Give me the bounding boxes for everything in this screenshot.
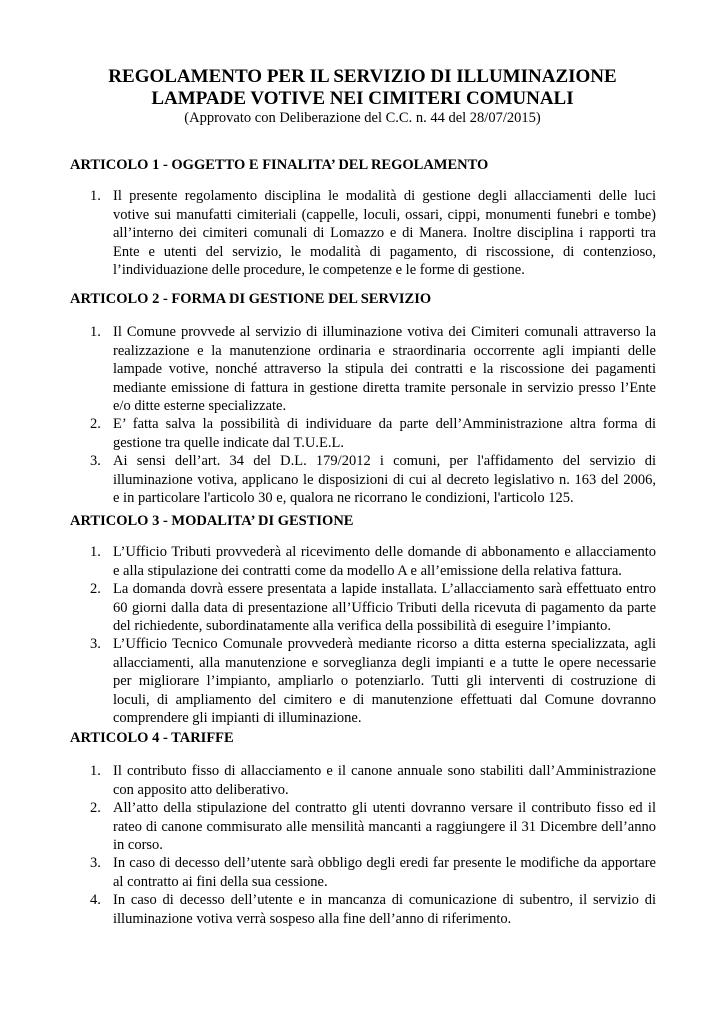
item-text xyxy=(113,452,656,508)
text-line: illuminazione votiva verrà sospeso alla fine dell’anno di riferimento. xyxy=(113,910,512,927)
article-4-heading: ARTICOLO 4 - TARIFFE xyxy=(70,730,234,746)
article-4-item-4 xyxy=(90,891,656,928)
item-text xyxy=(113,635,656,728)
item-text xyxy=(113,891,656,928)
item-number: 4. xyxy=(90,892,101,908)
text-line: 60 giorni dalla data di presentazione all’Ufficio Tributi della ricevuta di pagamento da parte xyxy=(113,599,656,616)
article-3-item-3 xyxy=(90,635,656,728)
text-line: al contratto ai fini della sua cessione. xyxy=(113,873,328,890)
article-2-item-3 xyxy=(90,452,656,508)
article-3-heading: ARTICOLO 3 - MODALITA’ DI GESTIONE xyxy=(70,513,354,529)
article-4-item-3 xyxy=(90,854,656,891)
text-line: In caso di decesso dell’utente e in mancanza di comunicazione di subentro, il servizio di xyxy=(113,892,656,908)
text-line: rateo di canone commisurato alle mensilità mancanti a raggiungere il 31 Dicembre dell’anno xyxy=(113,818,656,835)
text-line: e alla stipulazione dei contratti come da modello A e all’emissione della relativa fattura. xyxy=(113,562,622,579)
article-1-item-1 xyxy=(90,187,656,280)
text-line: con apposito atto deliberativo. xyxy=(113,781,289,798)
item-text xyxy=(113,187,656,280)
text-line: illuminazione votiva, applicano le disposizioni di cui al decreto legislativo n. 163 del 2006, xyxy=(113,471,656,488)
title-line-1: REGOLAMENTO PER IL SERVIZIO DI ILLUMINAZIONE xyxy=(108,66,617,87)
text-line: loculi, di ampliamento del cimitero e di manutenzione effettuati dal Comune dovranno xyxy=(113,691,656,708)
text-line: L’Ufficio Tributi provvederà al ricevimento delle domande di abbonamento e allacciamento xyxy=(113,544,656,560)
text-line: votive sui manufatti cimiteriali (cappelle, loculi, ossari, cippi, monumenti funebri e tombe) xyxy=(113,206,656,223)
text-line: All’atto della stipulazione del contratto gli utenti dovranno versare il contributo fisso ed il xyxy=(113,800,656,816)
text-line: l’individuazione delle procedure, le competenze e le forme di gestione. xyxy=(113,262,525,278)
item-number: 2. xyxy=(90,581,101,597)
text-line: Il Comune provvede al servizio di illuminazione votiva dei Cimiteri comunali attraverso la xyxy=(113,324,656,340)
document-title xyxy=(0,66,725,110)
article-2-item-1 xyxy=(90,323,656,416)
item-text xyxy=(113,854,656,891)
text-line: allacciamenti, alla manutenzione e sorveglianza degli impianti e a tutte le opere necessarie xyxy=(113,654,656,671)
item-number: 3. xyxy=(90,855,101,871)
item-text xyxy=(113,580,656,636)
text-line: per migliorare l’impianto, ampliarlo o potenziarlo. Tutti gli interventi di costruzione di xyxy=(113,673,656,689)
item-number: 2. xyxy=(90,800,101,816)
item-text xyxy=(113,415,656,452)
text-line: in corso. xyxy=(113,837,163,853)
article-2-item-2 xyxy=(90,415,656,452)
text-line: e/o ditte esterne specializzate. xyxy=(113,398,287,414)
item-text xyxy=(113,762,656,799)
text-line: La domanda dovrà essere presentata a lapide installata. L’allacciamento sarà effettuato entro xyxy=(113,581,656,597)
item-number: 1. xyxy=(90,188,101,204)
item-number: 1. xyxy=(90,544,101,560)
item-number: 3. xyxy=(90,453,101,469)
text-line: In caso di decesso dell’utente sarà obbligo degli eredi far presente le modifiche da apportare xyxy=(113,855,656,871)
article-3-item-1 xyxy=(90,543,656,580)
item-number: 1. xyxy=(90,324,101,340)
text-line: all’interno dei cimiteri comunali di Lomazzo e di Manera. Inoltre disciplina i rapporti tra xyxy=(113,225,656,241)
text-line: e in particolare l'articolo 30 e, qualora ne ricorrano le condizioni, l'articolo 125. xyxy=(113,490,574,506)
item-text xyxy=(113,799,656,855)
text-line: E’ fatta salva la possibilità di individuare da parte dell’Amministrazione altra forma di xyxy=(113,416,656,432)
article-3-item-2 xyxy=(90,580,656,636)
item-text xyxy=(113,543,656,580)
text-line: gestione tra quelle indicate dal T.U.E.L. xyxy=(113,434,344,451)
article-2-heading: ARTICOLO 2 - FORMA DI GESTIONE DEL SERVIZIO xyxy=(70,291,432,307)
text-line: Il contributo fisso di allacciamento e il canone annuale sono stabiliti dall’Amministrazione xyxy=(113,763,656,779)
text-line: mediante emissione di fattura in gestione diretta tramite personale in servizio presso l’Ente xyxy=(113,379,656,396)
article-4-item-2 xyxy=(90,799,656,855)
text-line: Il presente regolamento disciplina le modalità di gestione degli allacciamenti delle luci xyxy=(113,188,656,204)
title-line-2: LAMPADE VOTIVE NEI CIMITERI COMUNALI xyxy=(151,88,574,109)
item-number: 2. xyxy=(90,416,101,432)
approval-note: (Approvato con Deliberazione del C.C. n. 44 del 28/07/2015) xyxy=(184,110,541,126)
item-number: 1. xyxy=(90,763,101,779)
text-line: realizzazione e la manutenzione ordinaria e straordinaria occorrente agli impianti delle xyxy=(113,342,656,359)
item-number: 3. xyxy=(90,636,101,652)
text-line: del richiedente, subordinatamente alla verifica della possibilità di eseguire l’impianto. xyxy=(113,618,612,634)
text-line: Ai sensi dell’art. 34 del D.L. 179/2012 i comuni, per l'affidamento del servizio di xyxy=(113,453,656,469)
text-line: lampade votive, nonché attraverso la stipula dei contratti e la riscossione dei pagamenti xyxy=(113,361,656,377)
text-line: comprendere gli impianti di illuminazione. xyxy=(113,710,362,726)
item-text xyxy=(113,323,656,416)
text-line: L’Ufficio Tecnico Comunale provvederà mediante ricorso a ditta esterna specializzata, agli xyxy=(113,636,656,652)
article-1-heading: ARTICOLO 1 - OGGETTO E FINALITA’ DEL REGOLAMENTO xyxy=(70,157,489,173)
text-line: Ente e utenti del servizio, le modalità di pagamento, di riscossione, di contenzioso, xyxy=(113,243,656,260)
article-4-item-1 xyxy=(90,762,656,799)
